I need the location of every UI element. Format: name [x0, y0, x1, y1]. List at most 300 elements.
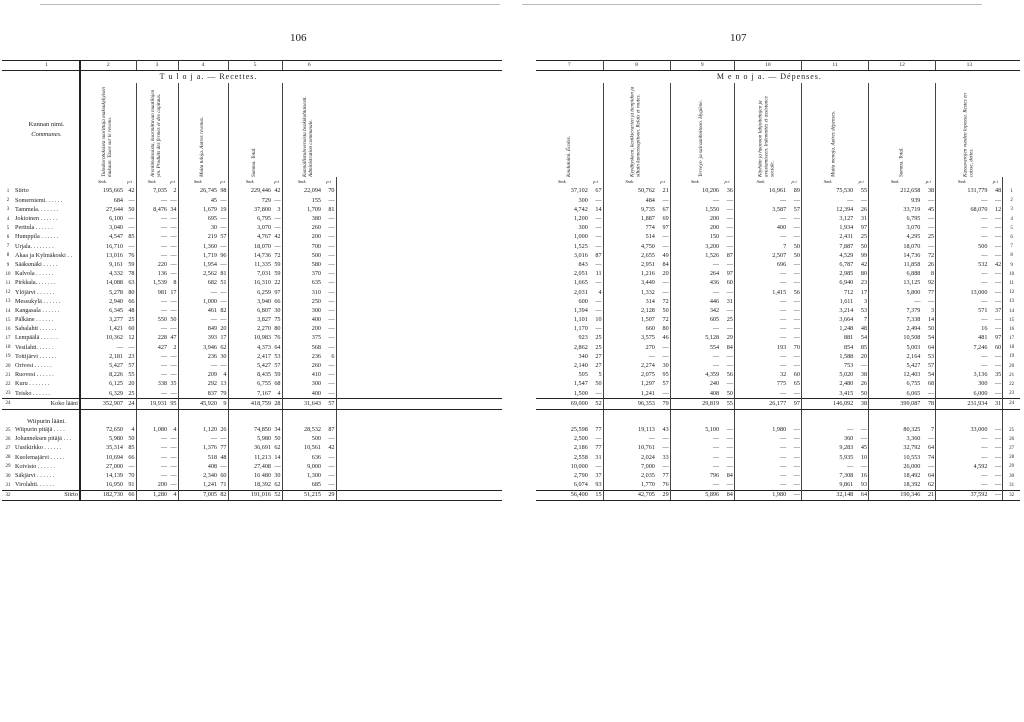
cell-pennies: 42 — [272, 187, 282, 196]
table-row — [2, 288, 502, 297]
cell-marks: — — [210, 288, 217, 296]
cell-marks: 10,561 — [303, 444, 321, 452]
cell-marks: 1,887 — [640, 215, 655, 223]
row-number: 21 — [5, 372, 11, 378]
commune-name: Teisko . . . . . . — [14, 389, 80, 399]
cell-marks: 264 — [709, 270, 720, 278]
column-number-row — [2, 61, 502, 71]
cell-marks: — — [160, 224, 167, 232]
row-number: 22 — [5, 382, 11, 388]
commune-name: Koivisto . . . . . . — [14, 462, 80, 471]
table-row — [2, 389, 502, 399]
cell-pennies: — — [168, 242, 178, 251]
cell-pennies: 96 — [218, 251, 228, 260]
table-row — [2, 279, 502, 288]
cell-marks: — — [712, 435, 720, 443]
unit-label: p:i — [921, 177, 935, 187]
table-row — [2, 362, 502, 371]
row-number: 22 — [1009, 382, 1015, 388]
cell-marks: 2,035 — [640, 471, 655, 479]
cell-pennies: 76 — [656, 481, 670, 491]
cell-pennies: 52 — [272, 490, 282, 500]
commune-name: Akaa ja Kylmäkoski . . — [14, 251, 80, 260]
cell-pennies: — — [787, 362, 801, 371]
cell-pennies: 97 — [988, 334, 1002, 343]
cell-marks: 636 — [311, 453, 321, 461]
cell-pennies: — — [988, 389, 1002, 399]
cell-marks: 775 — [776, 380, 787, 388]
cell-pennies: 27 — [589, 352, 603, 361]
cell-marks: 881 — [843, 334, 854, 342]
cell-marks: — — [160, 453, 167, 461]
cell-pennies: — — [988, 490, 1002, 500]
total-row — [536, 399, 1020, 409]
cell-pennies: — — [720, 380, 734, 389]
cell-pennies: 30 — [272, 306, 282, 315]
cell-marks: 300 — [311, 306, 321, 314]
section-heading-wiipuri: Wiipurin lääni. — [14, 409, 80, 426]
cell-marks: — — [780, 306, 787, 314]
col-number: 12 — [869, 61, 936, 71]
cell-marks: 10,761 — [637, 444, 655, 452]
row-number: 8 — [6, 253, 10, 259]
cell-marks: 219 — [207, 233, 217, 241]
cell-marks: 837 — [207, 389, 217, 397]
cell-marks: 408 — [207, 462, 217, 470]
cell-pennies: 64 — [272, 343, 282, 352]
cell-marks: 2,270 — [257, 325, 271, 333]
cell-pennies: — — [168, 471, 178, 480]
table-row — [2, 215, 502, 224]
cell-marks: — — [712, 462, 720, 470]
cell-marks: 1,526 — [705, 251, 720, 259]
cell-pennies: — — [656, 444, 670, 453]
col-number: 8 — [603, 61, 670, 71]
row-number: 29 — [1009, 464, 1015, 470]
table-row — [2, 251, 502, 260]
cell-marks: 27,408 — [253, 462, 271, 470]
cell-pennies: — — [322, 453, 336, 462]
col-number: 11 — [801, 61, 868, 71]
cell-marks: 270 — [645, 343, 655, 351]
cell-marks: 684 — [113, 196, 123, 204]
cell-marks: 30 — [210, 224, 217, 232]
cell-marks: 2,431 — [839, 233, 854, 241]
cell-marks: 3,360 — [906, 435, 921, 443]
cell-marks: — — [780, 462, 787, 470]
cell-marks: 131,779 — [967, 187, 988, 195]
unit-label: Smk. — [245, 178, 255, 184]
cell-marks: 400 — [311, 389, 321, 397]
row-number: 9 — [1010, 262, 1013, 268]
cell-pennies: 27 — [589, 362, 603, 371]
cell-pennies: — — [322, 343, 336, 352]
row-number: 32 — [1003, 490, 1020, 500]
table-row — [536, 261, 1020, 270]
cell-pennies: — — [168, 325, 178, 334]
cell-marks: 843 — [578, 260, 588, 268]
col-number: 2 — [80, 61, 136, 71]
row-number: 27 — [1009, 445, 1015, 451]
cell-pennies: — — [720, 462, 734, 471]
cell-marks: 260 — [311, 224, 321, 232]
cell-marks: — — [780, 279, 787, 287]
cell-marks: — — [712, 196, 720, 204]
cell-pennies: 48 — [988, 187, 1002, 196]
commune-name: Kangasala . . . . . . — [14, 306, 80, 315]
cell-pennies: 48 — [218, 453, 228, 462]
cell-marks: 32,792 — [903, 444, 921, 452]
cell-pennies: — — [322, 435, 336, 444]
cell-pennies: — — [787, 270, 801, 279]
cell-pennies: 20 — [218, 325, 228, 334]
cell-pennies: 16 — [854, 471, 868, 480]
cell-marks: — — [981, 444, 988, 452]
cell-marks: 1,550 — [705, 205, 720, 213]
cell-marks: 11,335 — [254, 260, 271, 268]
cell-pennies: 25 — [589, 334, 603, 343]
cell-marks: — — [160, 251, 167, 259]
cell-marks: 427 — [157, 343, 167, 351]
table-row — [2, 325, 502, 334]
cell-pennies: — — [656, 242, 670, 251]
cell-marks: 250 — [311, 297, 321, 305]
cell-marks: 37,800 — [253, 205, 271, 213]
commune-name: Tammela. . . . . . . — [14, 205, 80, 214]
cell-marks: — — [780, 325, 787, 333]
cell-pennies: 57 — [272, 362, 282, 371]
cell-pennies: 67 — [589, 187, 603, 196]
cell-marks: 2,024 — [640, 453, 655, 461]
row-number: 6 — [6, 235, 10, 241]
cell-pennies: — — [168, 389, 178, 399]
column-header-c12: Summa. Total. — [869, 83, 936, 177]
cell-marks: 774 — [645, 224, 655, 232]
column-header-c10: Köyhäin ja huonoon lahjoitettujen ja avustamiseen. Indemnités et assistance sociale. — [734, 83, 801, 177]
cell-marks: 4,359 — [705, 371, 720, 379]
cell-pennies: — — [322, 389, 336, 399]
cell-pennies: 26 — [921, 261, 935, 270]
row-number: 19 — [5, 354, 11, 360]
cell-marks: 11,213 — [254, 453, 271, 461]
cell-marks: 4,529 — [839, 251, 854, 259]
cell-marks: 3,214 — [839, 306, 854, 314]
cell-pennies: 85 — [124, 444, 136, 453]
cell-pennies: 75 — [272, 316, 282, 325]
cell-pennies: — — [787, 325, 801, 334]
cell-pennies: — — [322, 270, 336, 279]
cell-pennies: — — [921, 215, 935, 224]
cell-marks: 22,094 — [303, 187, 321, 195]
income-table — [2, 60, 502, 501]
cell-marks: 50,762 — [637, 187, 655, 195]
cell-pennies: 49 — [656, 251, 670, 260]
cell-marks: 408 — [709, 389, 720, 397]
table-row — [536, 270, 1020, 279]
cell-marks: 1,280 — [136, 490, 168, 500]
cell-marks: 16,710 — [105, 242, 123, 250]
cell-pennies: 20 — [854, 352, 868, 361]
row-number: 30 — [1009, 473, 1015, 479]
cell-marks: 19,113 — [638, 425, 655, 433]
cell-pennies: 55 — [124, 371, 136, 380]
cell-pennies: — — [272, 242, 282, 251]
cell-pennies: 46 — [656, 334, 670, 343]
cell-pennies: — — [322, 215, 336, 224]
commune-name: Somerniemi. . . . . . — [14, 196, 80, 205]
cell-marks: 300 — [578, 224, 588, 232]
cell-marks: 13,125 — [903, 279, 921, 287]
cell-marks: 6,100 — [109, 215, 123, 223]
cell-marks: 6,755 — [906, 380, 921, 388]
cell-marks: 32,148 — [801, 490, 854, 500]
row-number: 2 — [6, 198, 10, 204]
col-number: 6 — [282, 61, 336, 71]
cell-pennies: — — [168, 306, 178, 315]
cell-pennies: 33 — [656, 453, 670, 462]
row-number: 10 — [1009, 271, 1015, 277]
cell-pennies: 38 — [854, 371, 868, 380]
cell-pennies: — — [921, 224, 935, 233]
row-number: 17 — [1009, 336, 1015, 342]
cell-pennies: 84 — [720, 471, 734, 480]
cell-pennies: — — [656, 462, 670, 471]
cell-pennies: 50 — [589, 380, 603, 389]
cell-marks: 532 — [978, 260, 988, 268]
row-number: 12 — [5, 290, 11, 296]
cell-marks: 6,755 — [257, 380, 271, 388]
cell-pennies: 68 — [921, 380, 935, 389]
cell-marks: 37,592 — [936, 490, 989, 500]
cell-pennies: 2 — [168, 343, 178, 352]
commune-name: Kalvola . . . . . . — [14, 270, 80, 279]
cell-pennies: — — [322, 334, 336, 343]
cell-pennies: — — [988, 316, 1002, 325]
cell-marks: 370 — [311, 270, 321, 278]
table-row — [536, 462, 1020, 471]
table-row — [2, 233, 502, 242]
cell-marks: — — [160, 435, 167, 443]
cell-pennies: — — [656, 389, 670, 399]
cell-pennies: — — [720, 362, 734, 371]
cell-marks: 1,297 — [640, 380, 655, 388]
cell-pennies: — — [322, 288, 336, 297]
cell-pennies: 64 — [854, 490, 868, 500]
cell-marks: 300 — [578, 196, 588, 204]
cell-pennies: 56 — [787, 288, 801, 297]
cell-pennies: 54 — [921, 371, 935, 380]
cell-pennies: 85 — [854, 343, 868, 352]
cell-marks: 4,373 — [257, 343, 271, 351]
cell-marks: 74,850 — [253, 425, 271, 433]
table-row — [536, 325, 1020, 334]
cell-marks: — — [160, 389, 167, 397]
cell-marks: — — [160, 306, 167, 314]
cell-marks: — — [847, 462, 854, 470]
cell-pennies: — — [988, 444, 1002, 453]
cell-marks: — — [712, 453, 720, 461]
cell-marks: 2,558 — [573, 453, 588, 461]
cell-marks: 3,127 — [839, 215, 854, 223]
cell-marks: — — [160, 196, 167, 204]
cell-marks: 155 — [311, 196, 321, 204]
cell-pennies: 69 — [656, 215, 670, 224]
unit-label: p:i — [322, 177, 336, 187]
cell-pennies: — — [988, 196, 1002, 205]
cell-pennies: 29 — [322, 490, 336, 500]
cell-pennies: 77 — [589, 426, 603, 435]
cell-pennies: 4 — [272, 389, 282, 399]
cell-pennies: 45 — [854, 444, 868, 453]
cell-pennies: — — [787, 352, 801, 361]
cell-marks: 1,241 — [203, 481, 217, 489]
cell-pennies: — — [921, 435, 935, 444]
unit-label: p:i — [272, 177, 282, 187]
cell-pennies: 50 — [720, 389, 734, 399]
cell-marks: 190,346 — [869, 490, 922, 500]
row-number: 26 — [5, 436, 11, 442]
cell-pennies: 38 — [854, 399, 868, 409]
cell-pennies: 31 — [854, 215, 868, 224]
cell-pennies: 56 — [720, 371, 734, 380]
cell-marks: 1,500 — [573, 389, 588, 397]
cell-pennies: — — [322, 362, 336, 371]
cell-pennies: 34 — [168, 205, 178, 214]
cell-pennies: — — [218, 261, 228, 270]
table-row — [536, 435, 1020, 444]
cell-pennies: 97 — [720, 270, 734, 279]
row-number: 12 — [1009, 290, 1015, 296]
page-number-left: 106 — [290, 32, 307, 44]
cell-marks: 10,508 — [903, 334, 921, 342]
cell-marks: 2,164 — [906, 352, 921, 360]
col-number: 13 — [936, 61, 1003, 71]
col-number: 4 — [178, 61, 228, 71]
cell-pennies: — — [589, 306, 603, 315]
cell-marks: 505 — [578, 371, 588, 379]
cell-marks: 236 — [311, 352, 321, 360]
cell-pennies: — — [720, 205, 734, 214]
cell-pennies: 24 — [124, 399, 136, 409]
cell-marks: 240 — [709, 380, 720, 388]
commune-name: Siirto — [14, 490, 80, 500]
cell-pennies: — — [589, 297, 603, 306]
cell-pennies: 97 — [787, 399, 801, 409]
cell-marks: 16,950 — [105, 481, 123, 489]
cell-pennies: — — [322, 297, 336, 306]
cell-pennies: — — [787, 453, 801, 462]
cell-marks: 26,000 — [903, 462, 921, 470]
cell-marks: 6,940 — [839, 279, 854, 287]
cell-marks: 3,575 — [640, 334, 655, 342]
cell-marks: 571 — [978, 306, 988, 314]
cell-marks: 69,000 — [536, 399, 589, 409]
cell-pennies: — — [988, 380, 1002, 389]
commune-name: Jokioinen . . . . . . — [14, 215, 80, 224]
cell-marks: 7,246 — [973, 343, 988, 351]
cell-marks: 3,277 — [109, 316, 123, 324]
cell-marks: — — [780, 233, 787, 241]
row-number: 13 — [1009, 299, 1015, 305]
unit-label: p:i — [854, 177, 868, 187]
cell-pennies: 72 — [656, 297, 670, 306]
cell-pennies: — — [787, 306, 801, 315]
cell-marks: 9,735 — [640, 205, 655, 213]
commune-name: Urjala. . . . . . . . — [14, 242, 80, 251]
cell-pennies: — — [921, 297, 935, 306]
col-number: 10 — [734, 61, 801, 71]
cell-marks: 2,274 — [640, 362, 655, 370]
cell-pennies: — — [168, 352, 178, 361]
cell-pennies: 35 — [988, 371, 1002, 380]
cell-marks: 2,500 — [573, 435, 588, 443]
row-number: 32 — [2, 490, 14, 500]
cell-pennies: — — [787, 471, 801, 480]
cell-pennies: — — [124, 242, 136, 251]
cell-pennies: — — [720, 453, 734, 462]
total-row — [536, 490, 1020, 500]
cell-pennies: 99 — [854, 251, 868, 260]
cell-pennies: — — [988, 462, 1002, 471]
cell-pennies: — — [589, 389, 603, 399]
cell-marks: 10,983 — [253, 334, 271, 342]
cell-pennies: 31 — [589, 453, 603, 462]
right-page — [512, 0, 1024, 722]
cell-pennies: — — [988, 471, 1002, 480]
row-number: 20 — [5, 363, 11, 369]
cell-marks: 200 — [157, 481, 167, 489]
cell-pennies: — — [322, 196, 336, 205]
cell-marks: 849 — [207, 325, 217, 333]
cell-pennies: 62 — [272, 444, 282, 453]
cell-marks: 6,329 — [109, 389, 123, 397]
header-kunnan-nimi: Kunnan nimi. — [28, 121, 65, 128]
cell-marks: 1,547 — [573, 380, 588, 388]
cell-pennies: — — [322, 306, 336, 315]
cell-pennies: — — [168, 196, 178, 205]
cell-pennies: 57 — [218, 233, 228, 242]
commune-name: Pirkkala. . . . . . . — [14, 279, 80, 288]
cell-pennies: 77 — [218, 444, 228, 453]
cell-marks: — — [981, 270, 988, 278]
cell-marks: 7,167 — [257, 389, 271, 397]
row-number: 23 — [1009, 391, 1015, 397]
cell-marks: 2,128 — [640, 306, 655, 314]
cell-marks: 1,360 — [203, 242, 217, 250]
cell-pennies: 80 — [124, 288, 136, 297]
cell-pennies: 50 — [168, 316, 178, 325]
cell-pennies: — — [168, 233, 178, 242]
cell-pennies: 5 — [589, 371, 603, 380]
cell-pennies: 66 — [124, 490, 136, 500]
table-row — [536, 215, 1020, 224]
cell-marks: 600 — [578, 297, 588, 305]
table-row — [2, 380, 502, 389]
cell-marks: 2,075 — [640, 371, 655, 379]
cell-marks: 45 — [210, 196, 217, 204]
table-row — [2, 435, 502, 444]
cell-pennies: — — [589, 435, 603, 444]
cell-marks: 7,000 — [640, 462, 655, 470]
unit-label: Smk. — [823, 178, 833, 184]
table-row — [536, 306, 1020, 315]
cell-pennies: 50 — [787, 251, 801, 260]
cell-pennies: 79 — [656, 399, 670, 409]
cell-marks: 8,435 — [257, 371, 271, 379]
cell-pennies: — — [988, 270, 1002, 279]
cell-marks: 96,353 — [603, 399, 656, 409]
cell-marks: 1,248 — [839, 325, 854, 333]
